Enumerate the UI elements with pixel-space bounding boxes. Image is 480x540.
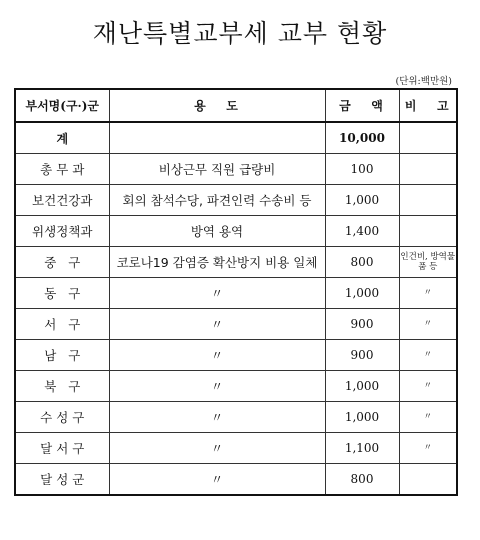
dept-cell: 수 성 구 [15,402,109,433]
amount-cell: 1,000 [325,278,399,309]
note-cell: 인건비, 방역물품 등 [399,247,457,278]
table-row [15,278,457,309]
amount-cell: 800 [325,247,399,278]
dept-cell: 달 성 군 [15,464,109,496]
document-title: 재난특별교부세 교부 현황 [92,19,388,48]
header-amount: 금 액 [325,89,399,122]
table-row [15,340,457,371]
note-cell [399,154,457,185]
table-header-row [15,89,457,122]
dept-cell: 서 구 [15,309,109,340]
dept-cell: 달 서 구 [15,433,109,464]
total-amount: 10,000 [325,122,399,154]
amount-cell: 100 [325,154,399,185]
note-cell [399,464,457,496]
amount-cell: 1,000 [325,402,399,433]
amount-cell: 1,400 [325,216,399,247]
table-row [15,402,457,433]
total-row [15,122,457,154]
table-row [15,154,457,185]
use-cell: 비상근무 직원 급량비 [109,154,325,185]
note-cell: 〃 [399,340,457,371]
table-row [15,464,457,496]
table-row [15,185,457,216]
use-cell: 〃 [109,402,325,433]
use-cell: 코로나19 감염증 확산방지 비용 일체 [109,247,325,278]
table-row [15,247,457,278]
table-body [15,154,457,496]
note-cell: 〃 [399,402,457,433]
amount-cell: 900 [325,340,399,371]
note-cell: 〃 [399,278,457,309]
unit-label: (단위:백만원) [395,76,452,87]
amount-cell: 1,100 [325,433,399,464]
dept-cell: 보건건강과 [15,185,109,216]
total-label: 계 [15,122,109,154]
dept-cell: 위생정책과 [15,216,109,247]
note-cell [399,216,457,247]
dept-cell: 중 구 [15,247,109,278]
table-row [15,371,457,402]
use-cell: 〃 [109,278,325,309]
amount-cell: 900 [325,309,399,340]
use-cell: 〃 [109,433,325,464]
allocation-table [14,88,458,496]
total-note [399,122,457,154]
total-use [109,122,325,154]
amount-cell: 1,000 [325,371,399,402]
table-row [15,309,457,340]
use-cell: 〃 [109,371,325,402]
note-cell: 〃 [399,433,457,464]
use-cell: 〃 [109,309,325,340]
header-dept: 부서명(구·)군 [15,89,109,122]
dept-cell: 동 구 [15,278,109,309]
use-cell: 회의 참석수당, 파견인력 수송비 등 [109,185,325,216]
amount-cell: 1,000 [325,185,399,216]
dept-cell: 남 구 [15,340,109,371]
note-cell [399,185,457,216]
note-cell: 〃 [399,371,457,402]
dept-cell: 북 구 [15,371,109,402]
header-use: 용 도 [109,89,325,122]
use-cell: 〃 [109,464,325,496]
table-row [15,216,457,247]
use-cell: 방역 용역 [109,216,325,247]
use-cell: 〃 [109,340,325,371]
header-note: 비 고 [399,89,457,122]
note-cell: 〃 [399,309,457,340]
amount-cell: 800 [325,464,399,496]
dept-cell: 총 무 과 [15,154,109,185]
table-row [15,433,457,464]
